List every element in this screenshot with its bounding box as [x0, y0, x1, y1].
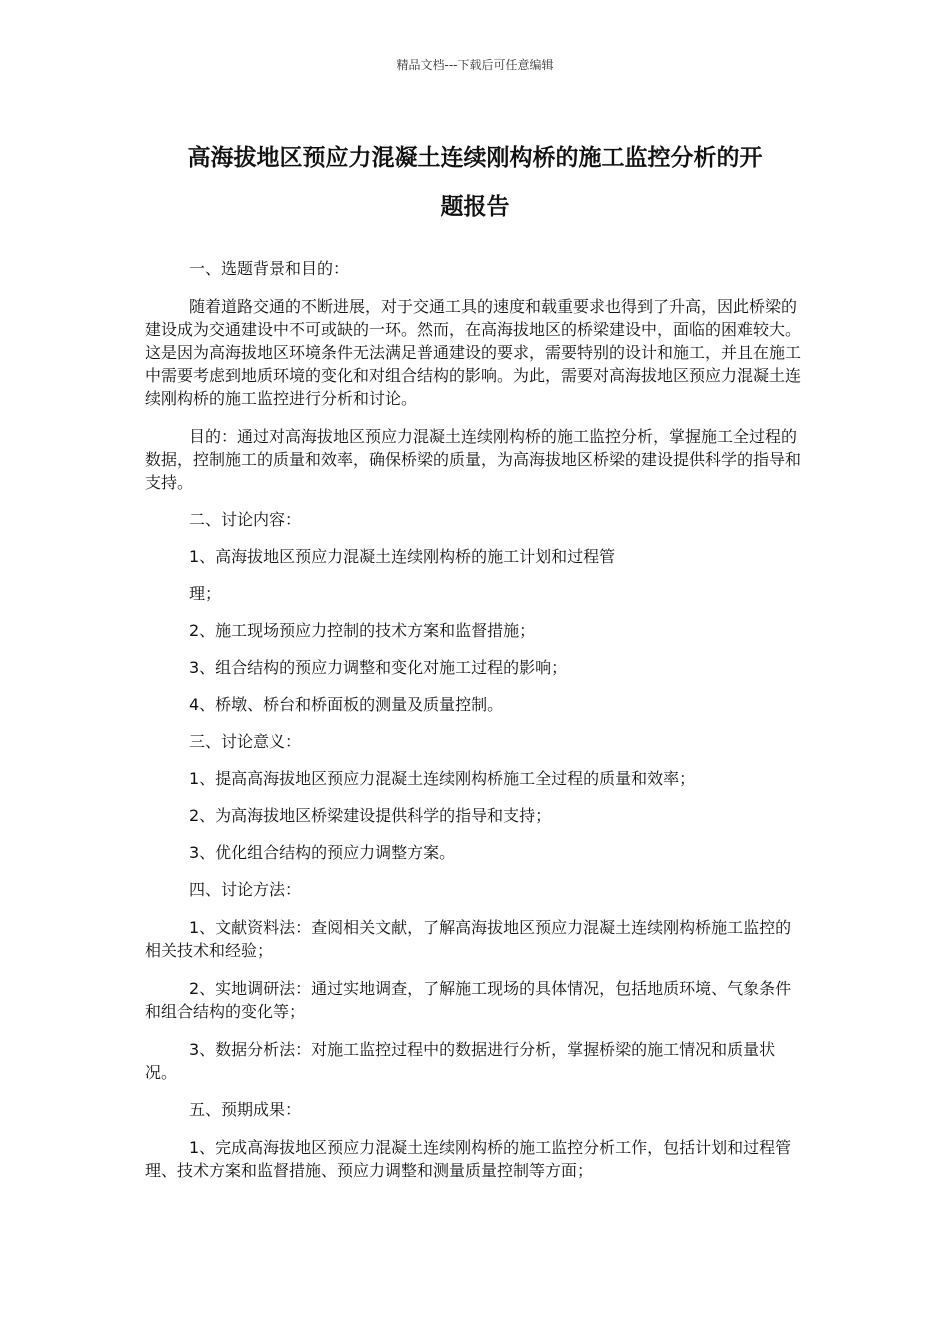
document-body: [145, 259, 805, 1182]
paragraph: 随着道路交通的不断进展，对于交通工具的速度和载重要求也得到了升高，因此桥梁的建设成为交通建设中不可或缺的一环。然而，在高海拔地区的桥梁建设中，面临的困难较大。这是因为高海拔地区环境条件无法满足普通建设的要求，需要特别的设计和施工，并且在施工中需要考虑到地质环境的变化和对组合结构的影响。为此，需要对高海拔地区预应力混凝土连续刚构桥的施工监控进行分析和讨论。: [145, 297, 802, 408]
list-item: 1、完成高海拔地区预应力混凝土连续刚构桥的施工监控分析工作，包括计划和过程管理、技术方案和监督措施、预应力调整和测量质量控制等方面；: [145, 1138, 792, 1180]
section-heading: 二、讨论内容：: [189, 510, 302, 529]
page-header: 精品文档---下载后可任意编辑: [396, 58, 554, 72]
title-line-2: 题报告: [440, 194, 510, 220]
list-item: 1、高海拔地区预应力混凝土连续刚构桥的施工计划和过程管: [189, 547, 616, 566]
list-item: 1、文献资料法：查阅相关文献，了解高海拔地区预应力混凝土连续刚构桥施工监控的相关技术和经验；: [145, 918, 792, 960]
list-item: 理；: [189, 584, 222, 603]
paragraph: 目的：通过对高海拔地区预应力混凝土连续刚构桥的施工监控分析，掌握施工全过程的数据，控制施工的质量和效率，确保桥梁的质量，为高海拔地区桥梁的建设提供科学的指导和支持。: [145, 427, 802, 492]
list-item: 2、为高海拔地区桥梁建设提供科学的指导和支持；: [189, 806, 552, 825]
list-item: 3、优化组合结构的预应力调整方案。: [189, 843, 456, 862]
section-heading: 一、选题背景和目的：: [189, 259, 350, 278]
list-item: 2、施工现场预应力控制的技术方案和监督措施；: [189, 621, 536, 640]
section-heading: 三、讨论意义：: [189, 732, 302, 751]
list-item: 4、桥墩、桥台和桥面板的测量及质量控制。: [189, 695, 504, 714]
section-heading: 四、讨论方法：: [189, 880, 302, 899]
list-item: 3、数据分析法：对施工监控过程中的数据进行分析，掌握桥梁的施工情况和质量状况。: [145, 1040, 776, 1082]
list-item: 3、组合结构的预应力调整和变化对施工过程的影响；: [189, 658, 568, 677]
list-item: 1、提高高海拔地区预应力混凝土连续刚构桥施工全过程的质量和效率；: [189, 769, 696, 788]
list-item: 2、实地调研法：通过实地调查，了解施工现场的具体情况，包括地质环境、气象条件和组合结构的变化等；: [145, 979, 792, 1021]
section-heading: 五、预期成果：: [189, 1100, 302, 1119]
document-title: [140, 134, 810, 232]
title-line-1: 高海拔地区预应力混凝土连续刚构桥的施工监控分析的开: [187, 145, 763, 171]
